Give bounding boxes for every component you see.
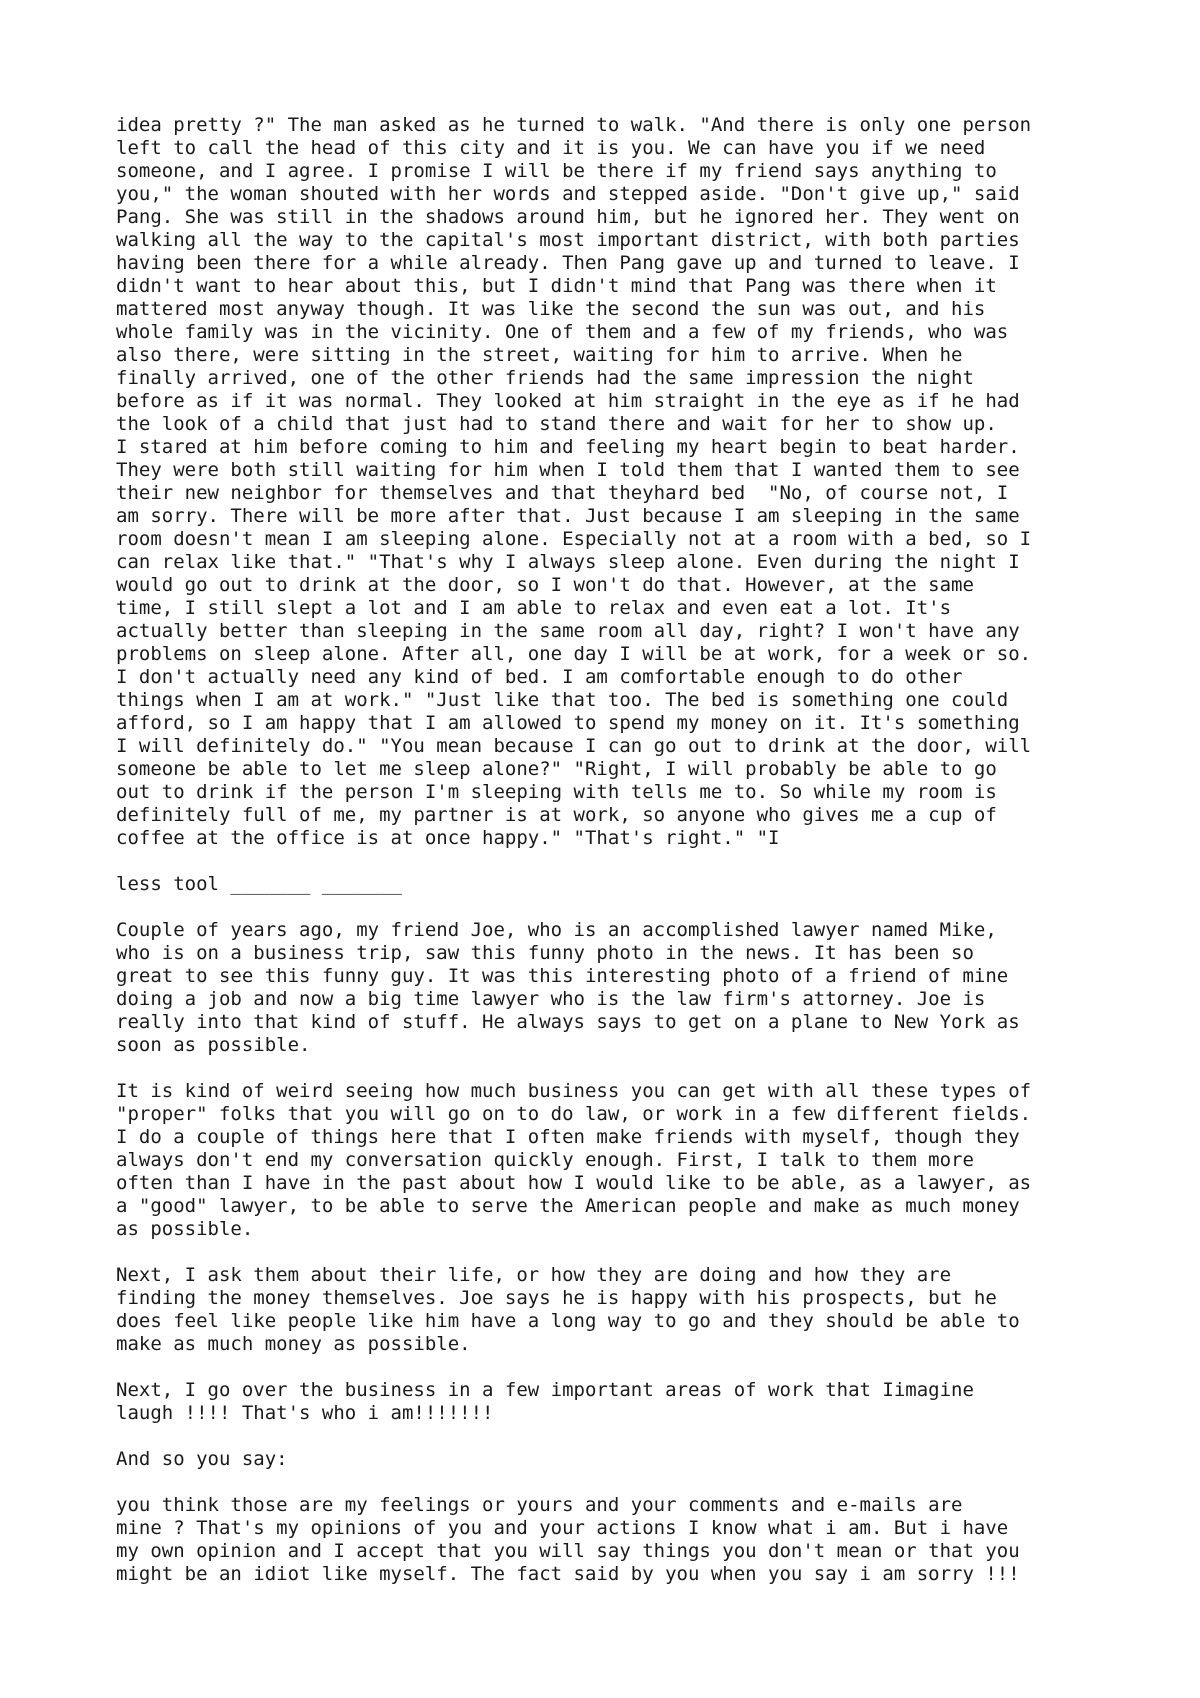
text-line: someone be able to let me sleep alone?" "Right, I will probably be able to go <box>116 758 997 780</box>
life-paragraph <box>116 1264 1116 1356</box>
text-line: does feel like people like him have a long way to go and they should be able to <box>116 1310 1020 1332</box>
paragraph-gap <box>116 1241 1116 1264</box>
text-line: am sorry. There will be more after that. Just because I am sleeping in the same <box>116 505 1020 527</box>
story-paragraph <box>116 114 1116 850</box>
text-line: the look of a child that just had to stand there and wait for her to show up. <box>116 413 997 435</box>
text-line: time, I still slept a lot and I am able to relax and even eat a lot. It's <box>116 597 952 619</box>
text-line: someone, and I agree. I promise I will be there if my friend says anything to <box>116 160 997 182</box>
text-line: walking all the way to the capital's most important district, with both parties <box>116 229 1020 251</box>
text-line: I will definitely do." "You mean because I can go out to drink at the door, will <box>116 735 1032 757</box>
text-line: actually better than sleeping in the same room all day, right? I won't have any <box>116 620 1020 642</box>
text-line: their new neighbor for themselves and that theyhard bed "No, of course not, I <box>116 482 1009 504</box>
text-line: out to drink if the person I'm sleeping with tells me to. So while my room is <box>116 781 997 803</box>
text-line: always don't end my conversation quickly enough. First, I talk to them more <box>116 1149 974 1171</box>
text-line: who is on a business trip, saw this funny photo in the news. It has been so <box>116 942 974 964</box>
text-line: afford, so I am happy that I am allowed to spend my money on it. It's something <box>116 712 1020 734</box>
text-line: finally arrived, one of the other friends had the same impression the night <box>116 367 974 389</box>
text-line: a "good" lawyer, to be able to serve the American people and make as much money <box>116 1195 1020 1217</box>
text-line: doing a job and now a big time lawyer who is the law firm's attorney. Joe is <box>116 988 986 1010</box>
text-line: They were both still waiting for him when I told them that I wanted them to see <box>116 459 1020 481</box>
text-line: you," the woman shouted with her words and stepped aside. "Don't give up," said <box>116 183 1020 205</box>
text-line: Next, I go over the business in a few important areas of work that Iimagine <box>116 1379 974 1401</box>
paragraph-gap <box>116 1425 1116 1448</box>
text-line: I stared at him before coming to him and feeling my heart begin to beat harder. <box>116 436 1020 458</box>
text-line: my own opinion and I accept that you will say things you don't mean or that you <box>116 1540 1020 1562</box>
document-page <box>116 114 1116 1586</box>
text-line: mattered most anyway though. It was like the second the sun was out, and his <box>116 298 986 320</box>
text-line: you think those are my feelings or yours and your comments and e-mails are <box>116 1494 963 1516</box>
text-line: I don't actually need any kind of bed. I am comfortable enough to do other <box>116 666 963 688</box>
text-line: left to call the head of this city and it is you. We can have you if we need <box>116 137 986 159</box>
text-line: as possible. <box>116 1218 254 1240</box>
text-line: make as much money as possible. <box>116 1333 471 1355</box>
feelings-paragraph <box>116 1494 1116 1586</box>
paragraph-gap <box>116 1471 1116 1494</box>
text-line: Pang. She was still in the shadows around him, but he ignored her. They went on <box>116 206 1020 228</box>
text-line: finding the money themselves. Joe says he is happy with his prospects, but he <box>116 1287 997 1309</box>
text-line: room doesn't mean I am sleeping alone. Especially not at a room with a bed, so I <box>116 528 1032 550</box>
text-line: I do a couple of things here that I often make friends with myself, though they <box>116 1126 1020 1148</box>
text-line: idea pretty ?" The man asked as he turned to walk. "And there is only one person <box>116 114 1032 136</box>
paragraph-gap <box>116 850 1116 873</box>
text-line: less tool _______ _______ <box>116 873 402 895</box>
text-line: "proper" folks that you will go on to do law, or work in a few different fields. <box>116 1103 1032 1125</box>
areas-paragraph <box>116 1379 1116 1425</box>
text-line: definitely full of me, my partner is at work, so anyone who gives me a cup of <box>116 804 997 826</box>
lawyer-paragraph <box>116 919 1116 1057</box>
text-line: having been there for a while already. Then Pang gave up and turned to leave. I <box>116 252 1020 274</box>
text-line: would go out to drink at the door, so I won't do that. However, at the same <box>116 574 974 596</box>
text-line: mine ? That's my opinions of you and your actions I know what i am. But i have <box>116 1517 1009 1539</box>
text-line: problems on sleep alone. After all, one day I will be at work, for a week or so. <box>116 643 1032 665</box>
text-line: Couple of years ago, my friend Joe, who is an accomplished lawyer named Mike, <box>116 919 997 941</box>
business-paragraph <box>116 1080 1116 1241</box>
say-paragraph <box>116 1448 1116 1471</box>
text-line: really into that kind of stuff. He always says to get on a plane to New York as <box>116 1011 1020 1033</box>
text-line: also there, were sitting in the street, waiting for him to arrive. When he <box>116 344 963 366</box>
text-line: It is kind of weird seeing how much business you can get with all these types of <box>116 1080 1032 1102</box>
paragraph-gap <box>116 896 1116 919</box>
text-line: can relax like that." "That's why I always sleep alone. Even during the night I <box>116 551 1020 573</box>
text-line: laugh !!!! That's who i am!!!!!!! <box>116 1402 494 1424</box>
paragraph-gap <box>116 1356 1116 1379</box>
text-line: great to see this funny guy. It was this interesting photo of a friend of mine <box>116 965 1009 987</box>
text-line: soon as possible. <box>116 1034 311 1056</box>
separator-line <box>116 873 1116 896</box>
text-line: might be an idiot like myself. The fact said by you when you say i am sorry !!! <box>116 1563 1020 1585</box>
text-line: whole family was in the vicinity. One of them and a few of my friends, who was <box>116 321 1009 343</box>
paragraph-gap <box>116 1057 1116 1080</box>
text-line: coffee at the office is at once happy." "That's right." "I <box>116 827 780 849</box>
text-line: Next, I ask them about their life, or how they are doing and how they are <box>116 1264 952 1286</box>
text-line: before as if it was normal. They looked at him straight in the eye as if he had <box>116 390 1020 412</box>
text-line: often than I have in the past about how I would like to be able, as a lawyer, as <box>116 1172 1032 1194</box>
text-line: And so you say: <box>116 1448 288 1470</box>
text-line: didn't want to hear about this, but I didn't mind that Pang was there when it <box>116 275 997 297</box>
text-line: things when I am at work." "Just like that too. The bed is something one could <box>116 689 1009 711</box>
